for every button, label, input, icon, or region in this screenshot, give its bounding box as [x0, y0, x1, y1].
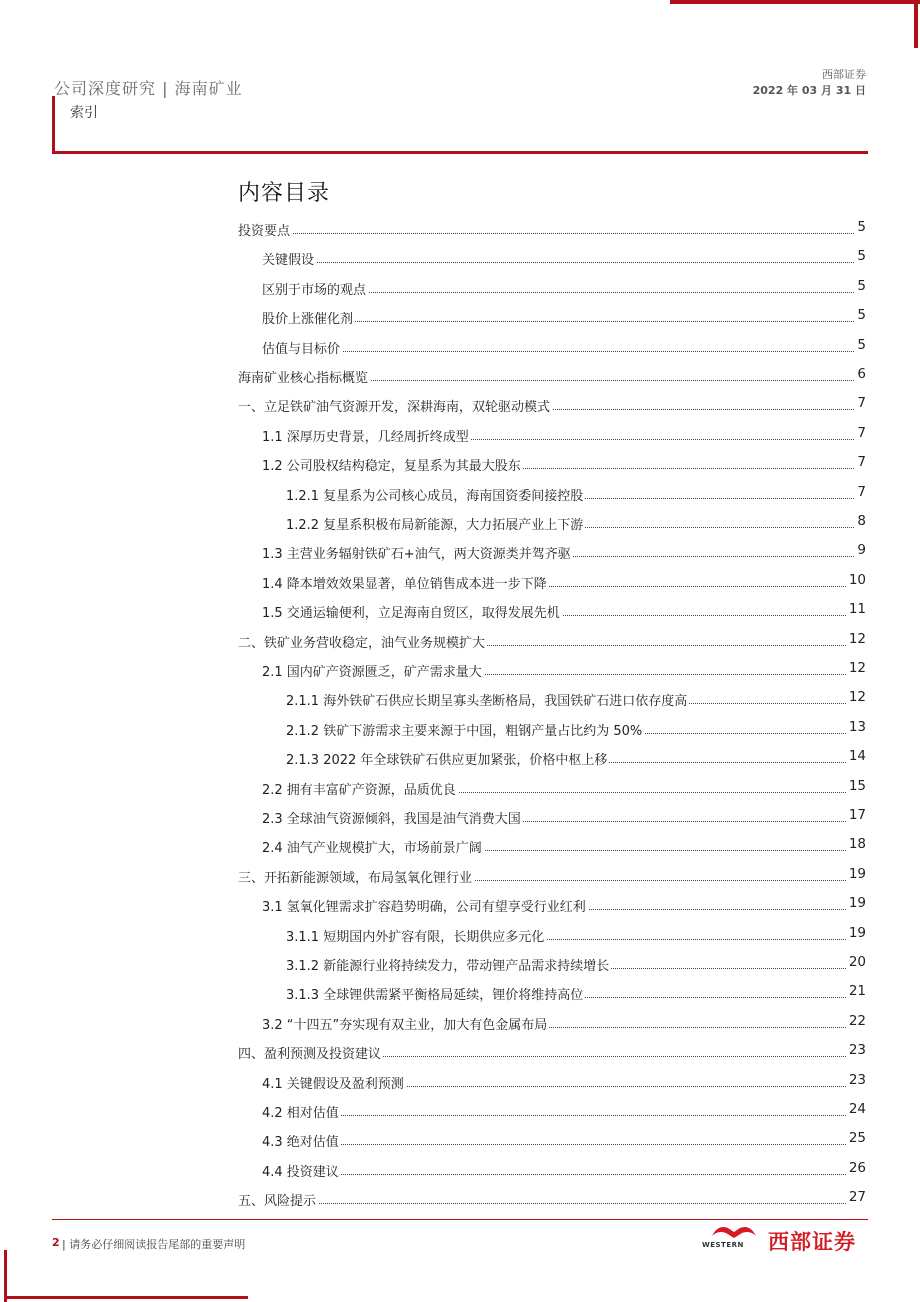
toc-entry-label: 1.3 主营业务辐射铁矿石+油气，两大资源类并驾齐驱	[262, 543, 573, 562]
toc-entry-page: 22	[848, 1012, 866, 1029]
toc-entry-page: 5	[857, 277, 866, 294]
toc-entry[interactable]	[0, 747, 920, 769]
disclaimer-note: | 请务必仔细阅读报告尾部的重要声明	[62, 1238, 246, 1251]
toc-entry-label: 3.1 氢氧化锂需求扩容趋势明确，公司有望享受行业红利	[262, 896, 588, 915]
bull-logo-icon	[710, 1222, 758, 1242]
toc-entry-label: 1.1 深厚历史背景，几经周折终成型	[262, 426, 471, 445]
toc-entry-page: 7	[857, 454, 866, 471]
toc-entry-label: 2.3 全球油气资源倾斜，我国是油气消费大国	[262, 808, 523, 827]
toc-entry-label: 1.2 公司股权结构稳定，复星系为其最大股东	[262, 455, 523, 474]
top-right-vertical	[914, 0, 918, 48]
toc-entry[interactable]	[0, 777, 920, 799]
toc-entry-page: 19	[848, 924, 866, 941]
toc-entry[interactable]	[0, 630, 920, 652]
toc-entry[interactable]	[0, 541, 920, 563]
toc-entry-label: 投资要点	[238, 220, 292, 239]
toc-entry-page: 21	[848, 983, 866, 1000]
toc-leader-dots	[262, 1174, 856, 1175]
toc-entry-page: 10	[848, 571, 866, 588]
toc-entry-label: 四、盈利预测及投资建议	[238, 1043, 383, 1062]
toc-leader-dots	[262, 1115, 856, 1116]
toc-entry[interactable]	[0, 306, 920, 328]
toc-entry-label: 3.1.2 新能源行业将持续发力，带动锂产品需求持续增长	[286, 955, 611, 974]
toc-entry-label: 4.2 相对估值	[262, 1102, 341, 1121]
toc-entry-label: 4.3 绝对估值	[262, 1131, 341, 1150]
report-date: 2022 年 03 月 31 日	[752, 84, 866, 97]
toc-entry[interactable]	[0, 571, 920, 593]
toc-entry-label: 股价上涨催化剂	[262, 308, 355, 327]
toc-entry-page: 19	[848, 895, 866, 912]
toc-entry-page: 12	[848, 689, 866, 706]
toc-entry-page: 15	[848, 777, 866, 794]
toc-entry-label: 区别于市场的观点	[262, 279, 368, 298]
toc-leader-dots	[238, 233, 856, 234]
toc-entry[interactable]	[0, 1041, 920, 1063]
toc-entry-page: 5	[857, 219, 866, 235]
toc-entry-page: 8	[857, 513, 866, 529]
toc-entry-page: 23	[848, 1071, 866, 1088]
toc-entry-page: 25	[848, 1130, 866, 1147]
toc-entry[interactable]	[0, 600, 920, 622]
toc-entry-page: 5	[857, 336, 866, 353]
toc-entry-page: 24	[848, 1101, 866, 1117]
page-number: 2	[52, 1236, 60, 1249]
toc-entry[interactable]	[0, 218, 920, 240]
toc-entry-page: 18	[848, 836, 866, 853]
toc-entry-page: 6	[857, 366, 866, 382]
toc-entry-page: 20	[848, 954, 866, 970]
toc-entry-label: 3.1.1 短期国内外扩容有限，长期供应多元化	[286, 926, 546, 945]
toc-entry-label: 估值与目标价	[262, 338, 342, 357]
toc-entry[interactable]	[0, 1012, 920, 1034]
toc-entry-label: 2.1.3 2022 年全球铁矿石供应更加紧张，价格中枢上移	[286, 749, 609, 768]
toc-leader-dots	[262, 1144, 856, 1145]
toc-entry[interactable]	[0, 424, 920, 446]
toc-entry[interactable]	[0, 865, 920, 887]
toc-entry-label: 三、开拓新能源领域，布局氢氧化锂行业	[238, 867, 474, 886]
toc-entry-page: 27	[848, 1189, 866, 1206]
toc-entry-page: 13	[848, 718, 866, 735]
toc-entry[interactable]	[0, 924, 920, 946]
header-divider	[52, 151, 868, 154]
toc-entry-page: 19	[848, 865, 866, 882]
toc-entry[interactable]	[0, 982, 920, 1004]
toc-leader-dots	[262, 351, 856, 352]
toc-entry-label: 1.2.1 复星系为公司核心成员，海南国资委间接控股	[286, 485, 585, 504]
toc-leader-dots	[238, 1203, 856, 1204]
toc-entry-page: 23	[848, 1042, 866, 1059]
toc-entry-label: 2.1 国内矿产资源匮乏，矿产需求量大	[262, 661, 484, 680]
org-name: 西部证券	[822, 68, 866, 81]
toc-entry[interactable]	[0, 1188, 920, 1210]
toc-entry[interactable]	[0, 1159, 920, 1181]
toc-entry[interactable]	[0, 247, 920, 269]
toc-entry-label: 五、风险提示	[238, 1190, 318, 1209]
toc-entry[interactable]	[0, 718, 920, 740]
toc-entry[interactable]	[0, 453, 920, 475]
toc-entry-label: 一、立足铁矿油气资源开发，深耕海南，双轮驱动模式	[238, 396, 552, 415]
toc-entry[interactable]	[0, 806, 920, 828]
toc-entry[interactable]	[0, 336, 920, 358]
toc-entry-page: 5	[857, 248, 866, 265]
toc-entry-page: 17	[848, 807, 866, 823]
toc-entry-label: 2.1.2 铁矿下游需求主要来源于中国，粗钢产量占比约为 50%	[286, 720, 644, 739]
toc-entry-page: 7	[857, 483, 866, 500]
toc-entry-label: 2.2 拥有丰富矿产资源，品质优良	[262, 779, 458, 798]
toc-entry-label: 1.4 降本增效效果显著，单位销售成本进一步下降	[262, 573, 549, 592]
toc-entry-page: 7	[857, 395, 866, 412]
toc-entry[interactable]	[0, 394, 920, 416]
toc-entry[interactable]	[0, 483, 920, 505]
toc-entry[interactable]	[0, 1071, 920, 1093]
toc-entry[interactable]	[0, 1100, 920, 1122]
toc-entry[interactable]	[0, 835, 920, 857]
toc-entry[interactable]	[0, 894, 920, 916]
section-label: 索引	[70, 105, 98, 121]
toc-entry-page: 12	[848, 630, 866, 647]
report-category: 公司深度研究 | 海南矿业	[54, 79, 243, 98]
top-right-bar	[670, 0, 920, 4]
toc-entry-label: 1.5 交通运输便利，立足海南自贸区，取得发展先机	[262, 602, 562, 621]
toc-entry-page: 5	[857, 307, 866, 324]
bottom-left-bar	[4, 1296, 248, 1299]
toc-entry-label: 关键假设	[262, 249, 316, 268]
toc-entry-page: 12	[848, 660, 866, 676]
toc-entry-label: 1.2.2 复星系积极布局新能源，大力拓展产业上下游	[286, 514, 585, 533]
toc-entry-label: 二、铁矿业务营收稳定，油气业务规模扩大	[238, 632, 487, 651]
toc-entry-label: 2.4 油气产业规模扩大，市场前景广阔	[262, 837, 484, 856]
toc-entry-page: 14	[848, 748, 866, 765]
toc-entry[interactable]	[0, 512, 920, 534]
logo-wordmark: WESTERN	[702, 1241, 744, 1249]
header-left-vertical	[52, 96, 55, 154]
bottom-left-vertical	[4, 1250, 7, 1302]
toc-title: 内容目录	[238, 181, 331, 206]
toc-entry-page: 9	[857, 542, 866, 559]
toc-entry[interactable]	[0, 953, 920, 975]
toc-entry-page: 7	[857, 424, 866, 441]
toc-entry-label: 4.4 投资建议	[262, 1161, 341, 1180]
toc-leader-dots	[262, 262, 856, 263]
toc-entry[interactable]	[0, 365, 920, 387]
toc-entry[interactable]	[0, 659, 920, 681]
toc-entry-page: 11	[848, 601, 866, 618]
toc-entry-label: 3.1.3 全球锂供需紧平衡格局延续，锂价将维持高位	[286, 984, 585, 1003]
toc-entry-label: 3.2 “十四五”夯实现有双主业，加大有色金属布局	[262, 1014, 549, 1033]
brand-name: 西部证券	[768, 1230, 856, 1254]
toc-entry-label: 2.1.1 海外铁矿石供应长期呈寡头垄断格局，我国铁矿石进口依存度高	[286, 690, 689, 709]
toc-entry-page: 26	[848, 1159, 866, 1176]
footer-line	[52, 1219, 868, 1220]
toc-entry[interactable]	[0, 1129, 920, 1151]
toc-entry[interactable]	[0, 688, 920, 710]
toc-entry[interactable]	[0, 277, 920, 299]
toc-entry-label: 4.1 关键假设及盈利预测	[262, 1073, 406, 1092]
toc-entry-label: 海南矿业核心指标概览	[238, 367, 370, 386]
